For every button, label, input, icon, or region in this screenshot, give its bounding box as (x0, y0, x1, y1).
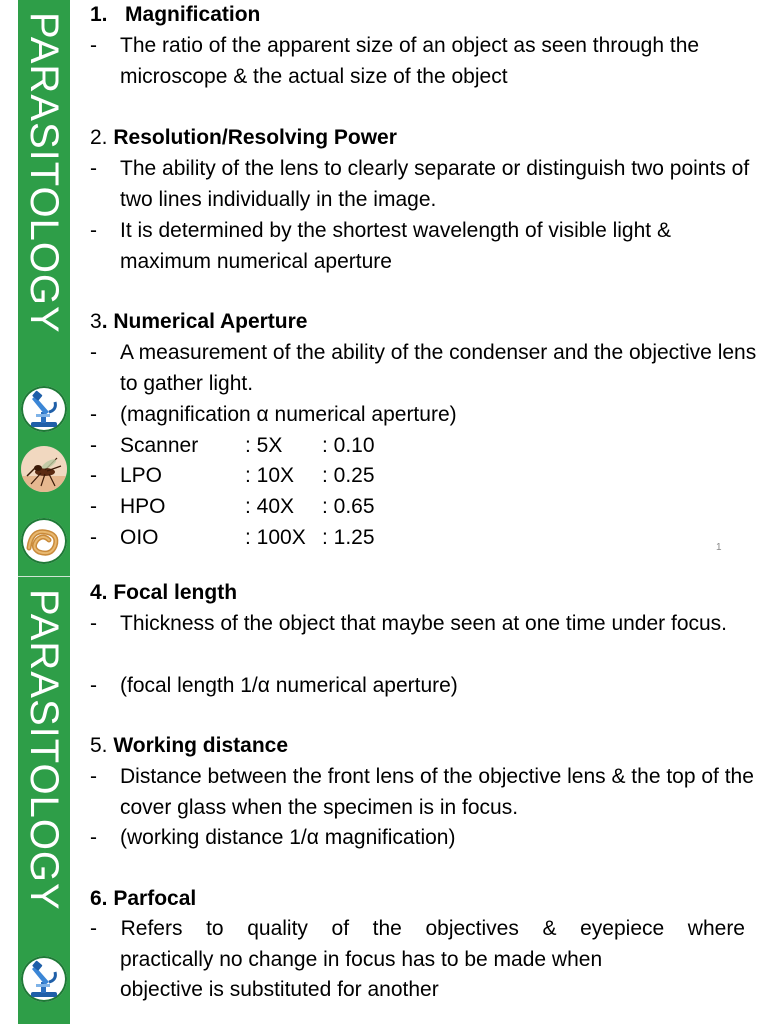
objective-name: LPO (120, 464, 163, 487)
section-3-heading (90, 307, 307, 337)
microscope-icon (21, 386, 67, 432)
objective-name: OIO (120, 526, 159, 549)
list-item: - The ratio of the apparent size of an object as seen through the microscope & the actual size of the object (90, 31, 760, 92)
section-4-item-1: Thickness of the object that maybe seen at one time under focus. (120, 612, 728, 635)
mosquito-icon (21, 446, 67, 492)
microscope-icon (21, 956, 67, 1002)
objective-name: HPO (120, 495, 166, 518)
list-item: - (working distance 1/α magnification) (90, 823, 760, 854)
objective-aperture: : 0.10 (322, 434, 375, 457)
section-2-title: Resolution/Resolving Power (113, 126, 397, 149)
list-item: - A measurement of the ability of the condenser and the objective lens to gather light. (90, 338, 760, 399)
list-item: - (focal length 1/α numerical aperture) (90, 671, 760, 702)
section-3-item-2: (magnification α numerical aperture) (120, 403, 457, 426)
objective-magnification: : 40X (245, 495, 295, 518)
section-2-item-2: It is determined by the shortest wavelength of visible light & maximum numerical aperture (120, 219, 671, 273)
section-3-title: . Numerical Aperture (101, 310, 308, 333)
section-3-number: 3 (90, 310, 102, 333)
section-5-title: Working distance (113, 734, 289, 757)
section-3-item-1: A measurement of the ability of the condenser and the objective lens to gather light. (120, 341, 757, 395)
objective-magnification: : 5X (245, 434, 283, 457)
section-5-item-2: (working distance 1/α magnification) (120, 826, 456, 849)
section-4-item-2: (focal length 1/α numerical aperture) (120, 674, 458, 697)
section-2-number: 2. (90, 126, 108, 149)
objective-magnification: : 100X (245, 526, 306, 549)
section-6-line-2: practically no change in focus has to be made when (120, 947, 603, 971)
section-6-line-3: objective is substituted for another (120, 978, 439, 1002)
worm-icon (21, 518, 67, 564)
section-2-item-1: The ability of the lens to clearly separate or distinguish two points of two lines individually in the image. (120, 157, 750, 211)
list-item: - Thickness of the object that maybe seen at one time under focus. (90, 609, 760, 640)
sidebar-title-bottom: PARASITOLOGY (22, 589, 66, 911)
section-1-heading (90, 0, 260, 30)
section-6-line-1: - Refers to quality of the objectives & eyepiece where (90, 917, 745, 940)
objective-aperture: : 1.25 (322, 526, 375, 549)
list-item: - The ability of the lens to clearly separate or distinguish two points of two lines individually in the image. (90, 154, 760, 215)
section-4-heading: 4. Focal length (90, 581, 238, 604)
section-1-title: Magnification (125, 3, 261, 26)
list-item: - Distance between the front lens of the objective lens & the top of the cover glass when the specimen is in focus. (90, 762, 760, 823)
objective-aperture: : 0.65 (322, 495, 375, 518)
objective-aperture: : 0.25 (322, 464, 375, 487)
sidebar-title-top: PARASITOLOGY (22, 12, 66, 334)
objective-magnification: : 10X (245, 464, 295, 487)
section-6-heading: 6. Parfocal (90, 887, 197, 910)
objective-name: Scanner (120, 434, 199, 457)
section-5-heading (90, 731, 288, 761)
section-5-number: 5. (90, 734, 108, 757)
section-1-item-1: The ratio of the apparent size of an object as seen through the microscope & the actual size of the object (120, 34, 700, 88)
section-6-paragraph (90, 914, 745, 1006)
list-item: - It is determined by the shortest wavelength of visible light & maximum numerical aperture (90, 216, 760, 277)
page-number: 1 (716, 542, 722, 553)
list-item: - (magnification α numerical aperture) (90, 400, 760, 431)
section-5-item-1: Distance between the front lens of the objective lens & the top of the cover glass when the specimen is in focus. (120, 765, 754, 819)
section-2-heading (90, 123, 397, 153)
section-1-number: 1. (90, 3, 108, 26)
